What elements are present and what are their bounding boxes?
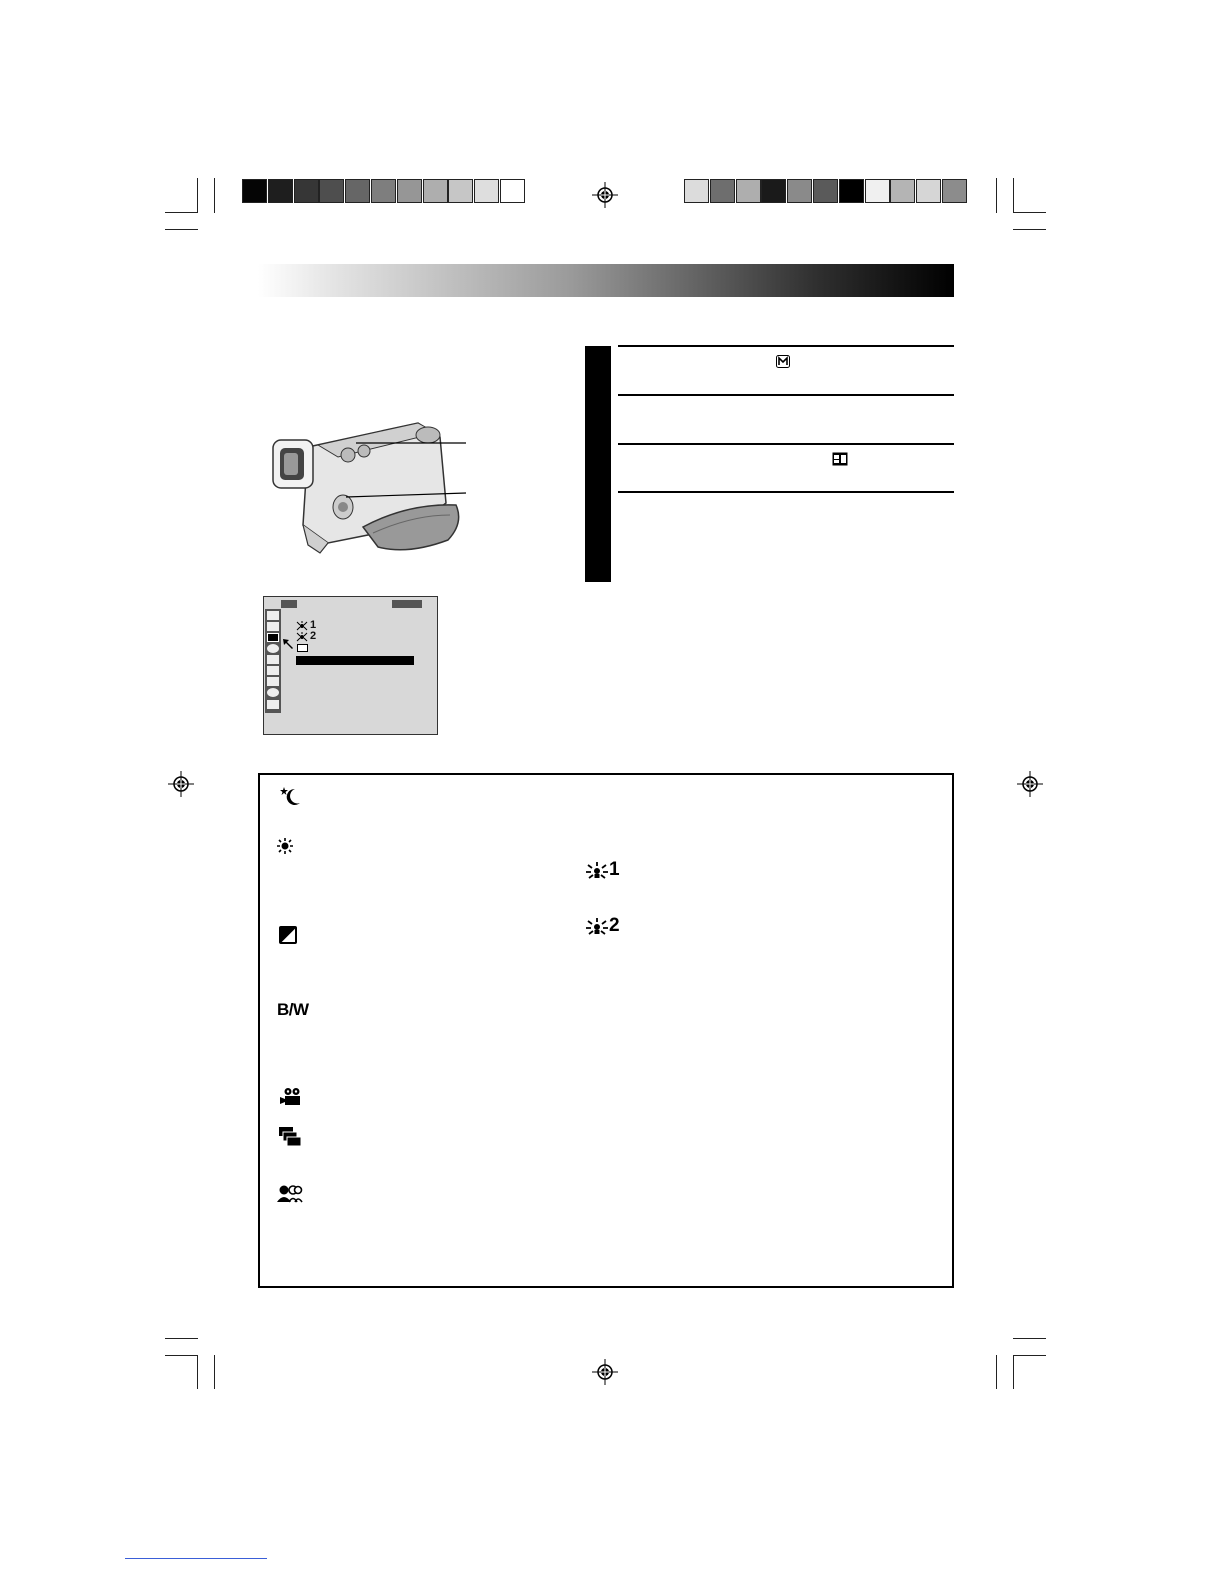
color-swatch [397,179,422,203]
page-link-underline[interactable] [125,1558,267,1559]
crop-mark [165,1338,198,1339]
video-echo-icon [277,1185,303,1203]
registration-mark [168,771,194,797]
color-swatch [242,179,267,203]
menu-icon [267,644,279,653]
crop-mark [165,212,198,213]
crop-mark [996,178,997,213]
registration-mark [1017,771,1043,797]
program-ae-info-box [258,773,954,1288]
color-swatch [787,179,812,203]
color-swatch [865,179,890,203]
color-swatch [890,179,915,203]
bw-icon: B/W [277,1000,309,1019]
crop-mark [214,178,215,213]
strobe-icon [279,1127,303,1147]
color-swatch [448,179,473,203]
step-divider [618,491,954,493]
crop-mark [197,178,198,213]
color-swatch [345,179,370,203]
menu-icon-selected [267,633,279,642]
menu-item-label: 2 [310,630,317,642]
menu-icon [267,688,279,697]
color-swatch [736,179,761,203]
spotlight-icon [586,862,608,880]
program-ae-icon [297,644,308,652]
header-gradient-bar [258,264,954,297]
crop-mark [214,1355,215,1389]
crop-mark [1013,178,1014,213]
crop-mark [1013,229,1046,230]
color-swatch [942,179,967,203]
color-swatch [813,179,838,203]
cursor-arrow-icon [282,638,294,650]
color-swatch [423,179,448,203]
step-divider [618,394,954,396]
cinema-icon [279,1087,303,1107]
color-swatch [710,179,735,203]
color-swatch [500,179,525,203]
crop-mark [996,1355,997,1389]
menu-icon [267,655,279,664]
registration-mark [592,182,618,208]
crop-mark [1013,1338,1046,1339]
crop-mark [1013,1355,1046,1356]
menu-indicator [281,600,297,608]
steps-marker [585,346,611,582]
spotlight-1-label: 1 [609,859,620,880]
color-swatch [268,179,293,203]
crop-mark [1013,212,1046,213]
menu-icon [267,611,279,620]
color-swatch [371,179,396,203]
menu-indicator [392,600,422,608]
color-swatch [684,179,709,203]
color-swatch [319,179,344,203]
camcorder-illustration [268,415,478,560]
menu-screen [263,596,438,735]
spotlight-icon [296,621,308,631]
menu-item-label: 1 [310,619,317,631]
spotlight-icon [586,918,608,936]
program-ae-icon [832,452,848,466]
menu-icon [267,677,279,686]
backlight-icon [278,925,298,945]
crop-mark [1013,1355,1014,1389]
step-divider [618,443,954,445]
step-divider [618,345,954,347]
registration-mark [592,1359,618,1385]
spotlight-icon [296,632,308,642]
sepia-icon [277,838,293,854]
menu-icon [267,666,279,675]
twilight-icon [280,786,302,806]
crop-mark [165,229,198,230]
manual-mode-icon [776,355,790,368]
color-swatch [839,179,864,203]
crop-mark [197,1355,198,1389]
color-swatch [474,179,499,203]
color-swatch [916,179,941,203]
menu-highlight-bar [296,656,414,665]
menu-icon [267,622,279,631]
color-swatch [761,179,786,203]
crop-mark [165,1355,198,1356]
spotlight-2-label: 2 [609,915,620,936]
color-swatch [294,179,319,203]
menu-icon [267,700,279,709]
